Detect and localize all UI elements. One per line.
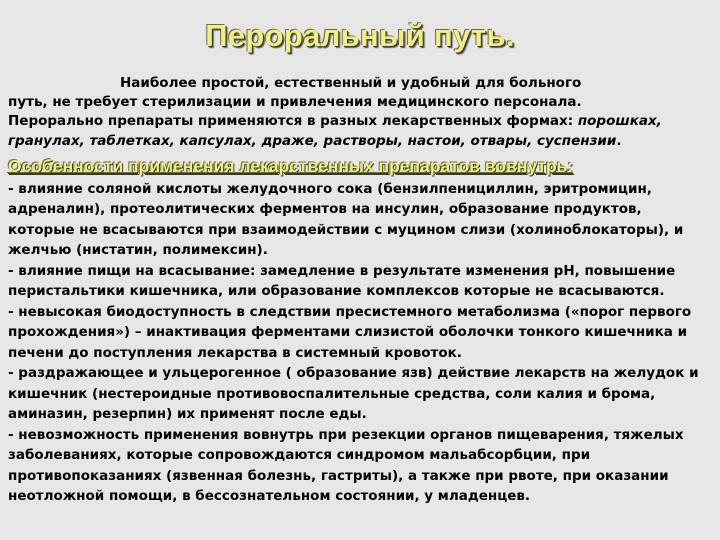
feature-paragraph-acid: - влияние соляной кислоты желудочного сока (бензилпенициллин, эритромицин, адреналин), протеолитических ферментов на инсулин, образование продуктов, которые не всасываются при взаимодействии с муцином слизи (холиноблокаторы), и желчью (нистатин, полимексин). <box>8 180 684 259</box>
feature-paragraph-bioavailability: - невысокая биодоступность в следствии пресистемного метаболизма («порог первого прохождения») – инактивация ферментами слизистой оболочки тонкого кишечника и печени до поступления лекарства в системный кровоток. <box>8 303 692 361</box>
dosage-forms-suffix: . <box>616 132 622 149</box>
intro-block <box>8 74 708 151</box>
intro-line-1: Наиболее простой, естественный и удобный для больного <box>120 75 582 91</box>
intro-line-2: путь, не требует стерилизации и привлечения медицинского персонала. <box>8 94 582 111</box>
dosage-forms-text <box>8 112 708 150</box>
slide-content <box>8 74 708 507</box>
feature-paragraph-irritation: - раздражающее и ульцерогенное ( образование язв) действие лекарств на желудок и кишечник (нестероидные противовоспалительные средства, соли калия и брома, аминазин, резерпин) их применят после еды. <box>8 365 699 423</box>
feature-paragraph-food: - влияние пищи на всасывание: замедление в результате изменения рН, повышение перистальтики кишечника, или образование комплексов которые не всасываются. <box>8 262 676 300</box>
dosage-forms-prefix: Перорально препараты применяются в разных лекарственных формах: <box>8 113 578 130</box>
features-heading: Особенности применения лекарственных препаратов вовнутрь: <box>8 155 574 176</box>
feature-paragraph-contraindications: - невозможность применения вовнутрь при резекции органов пищеварения, тяжелых заболеваниях, которые сопровождаются синдромом мальабсорбции, при противопоказаниях (язвенная болезнь, гастриты), а также при рвоте, при оказании неотложной помощи, в бессознательном состоянии, у младенцев. <box>8 426 684 505</box>
dosage-forms-list: порошках, гранулах, таблетках, капсулах, драже, растворы, настои, отвары, суспензии <box>8 113 662 149</box>
slide-title: Пероральный путь. <box>205 18 515 53</box>
